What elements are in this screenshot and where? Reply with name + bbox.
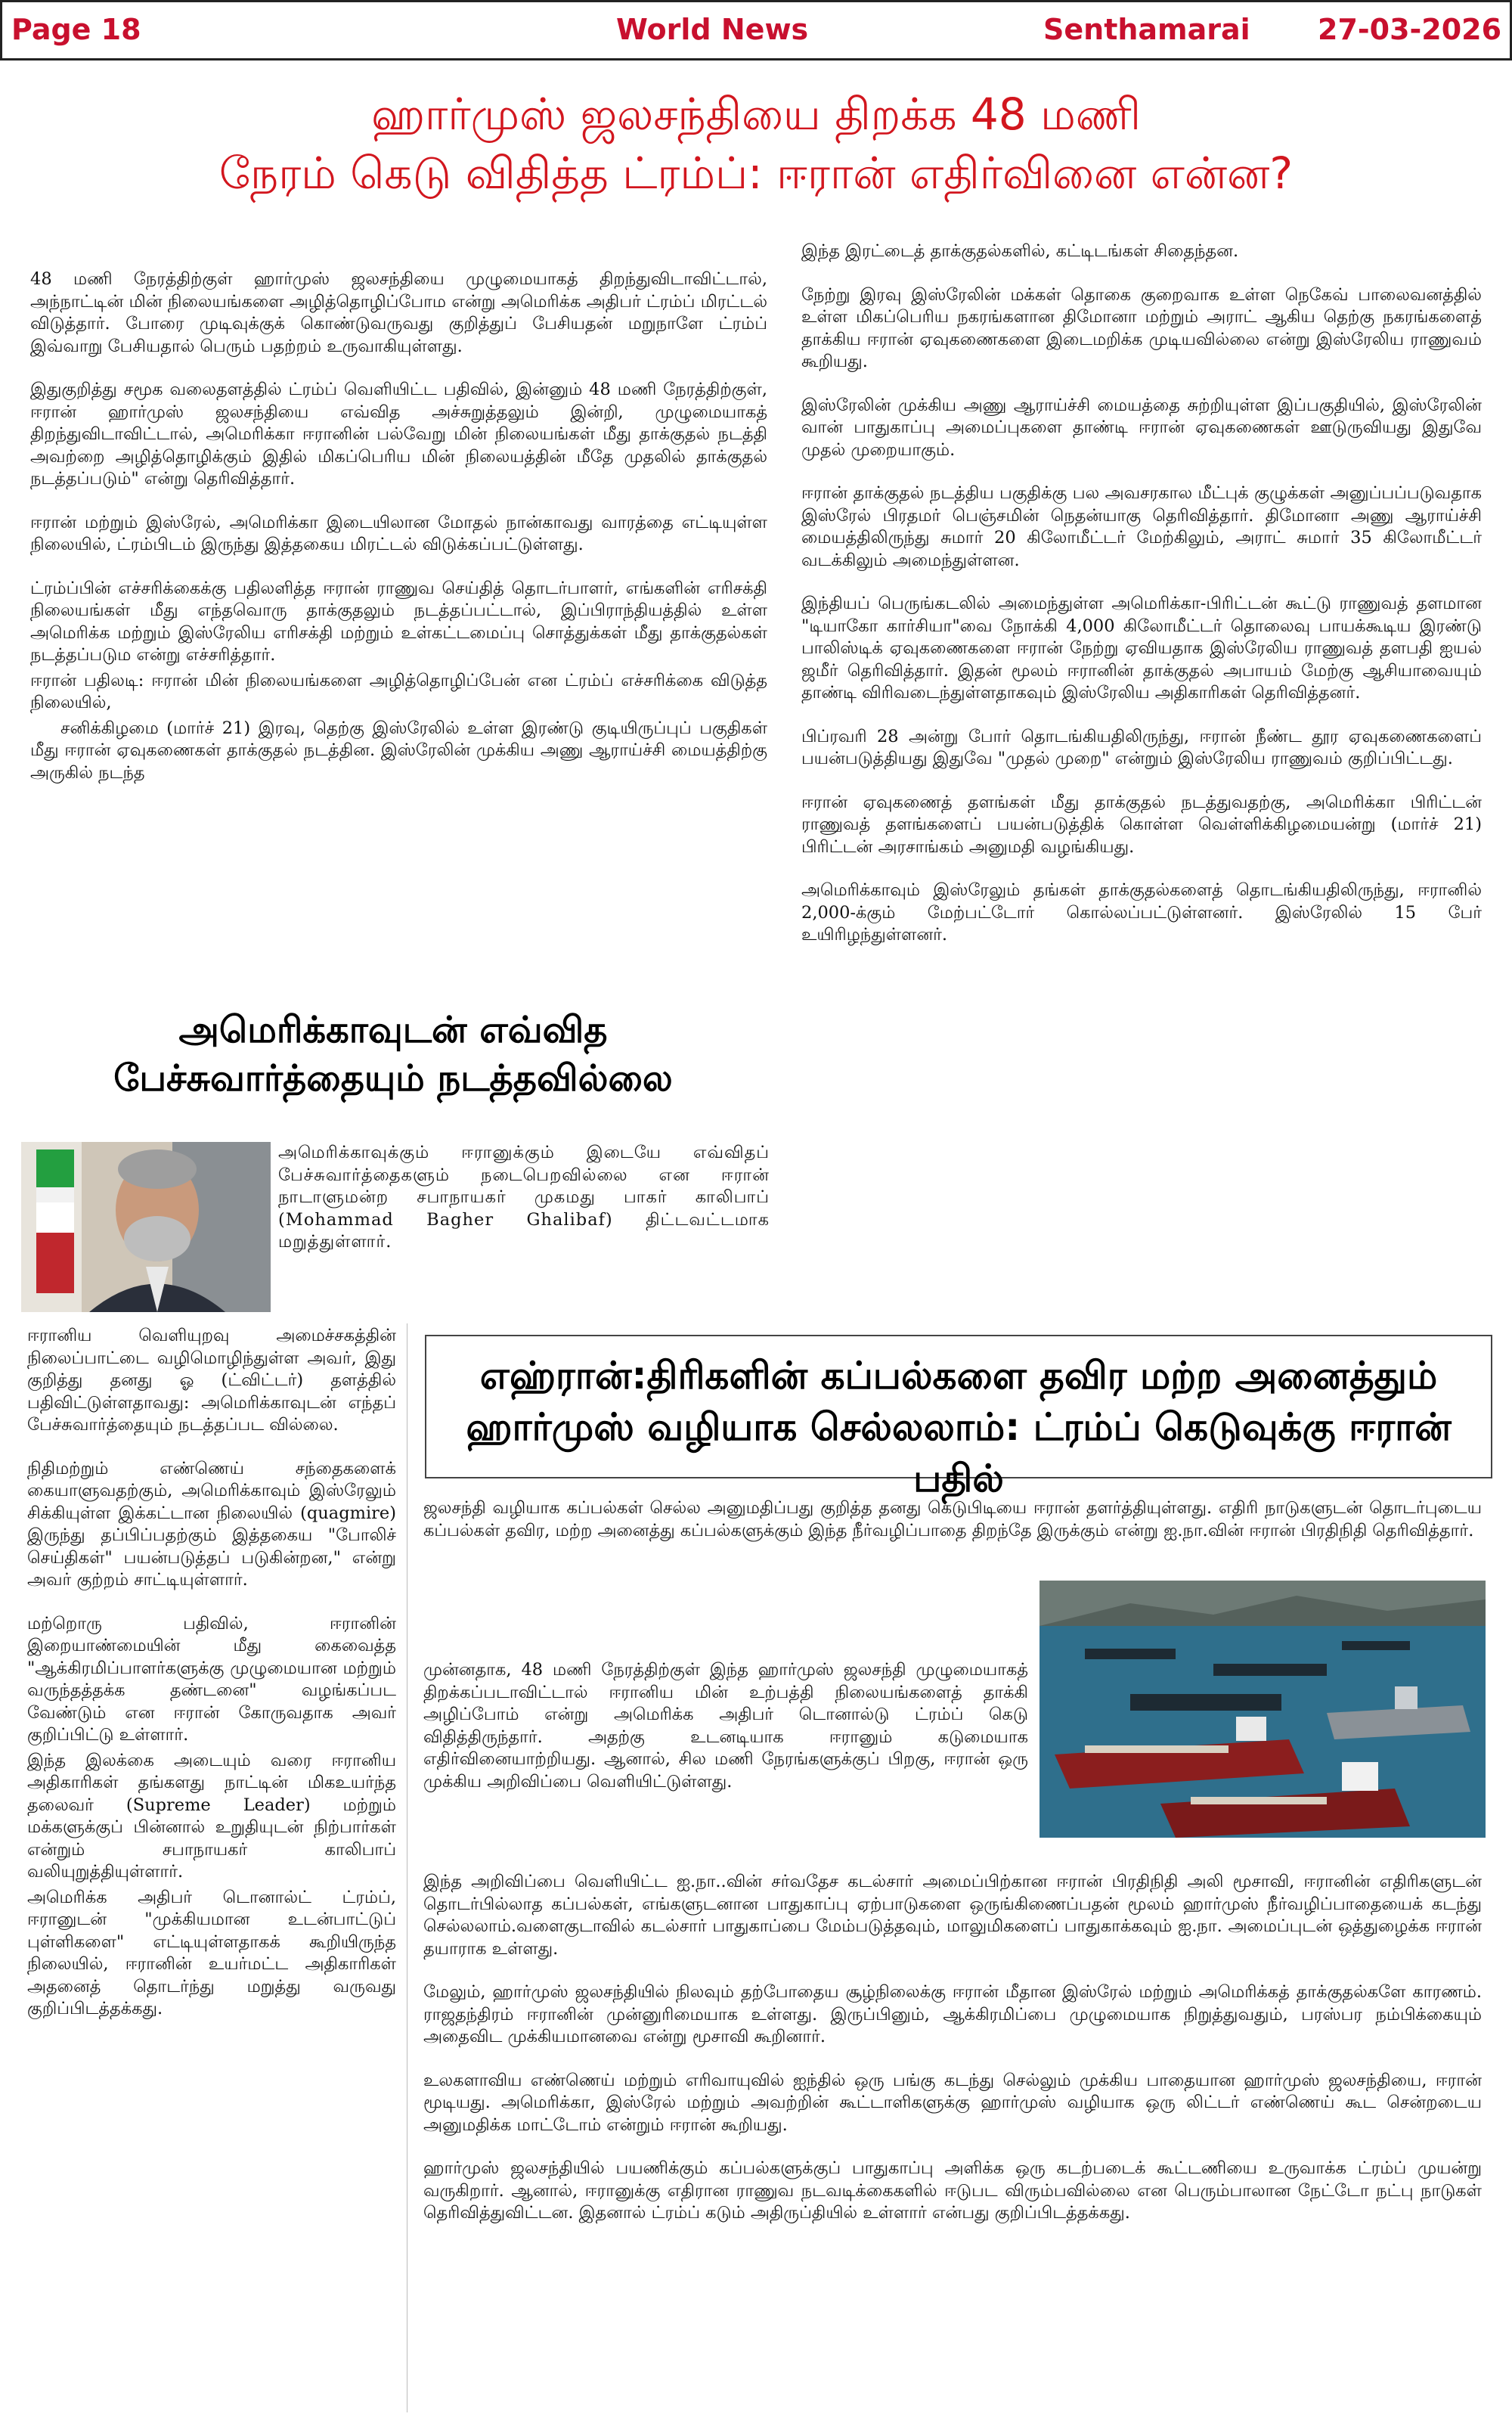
article3-paragraph: இந்த அறிவிப்பை வெளியிட்ட ஐ.நா..வின் சர்வதேச கடல்சார் அமைப்பிற்கான ஈரான் பிரதிநிதி அலி மூசாவி, ஈரானின் எதிரிகளுடன் தொடர்பில்லாத கப்பல்கள், எங்களுடனான பாதுகாப்பு ஏற்பாடுகளை ஒருங்கிணைப்பதன் மூலம் ஹார்முஸ் நீர்வழிப்பாதையைக் கடந்து செல்லலாம்.வளைகுடாவில் கடல்சார் பாதுகாப்பை மேம்படுத்தவும், மாலுமிகளைப் பாதுகாக்கவும் ஐ.நா. அமைப்புடன் ஒத்துழைக்க ஈரான் தயாராக உள்ளது.	[423, 1872, 1482, 1959]
article1-paragraph: இந்தியப் பெருங்கடலில் அமைந்துள்ள அமெரிக்கா-பிரிட்டன் கூட்டு ராணுவத் தளமான "டியாகோ கார்சியா"வை நோக்கி 4,000 கிலோமீட்டர் தொலைவு பாயக்கூடிய இரண்டு பாலிஸ்டிக் ஏவுகணைகளை ஈரான் நேற்று ஏவியதாக இஸ்ரேலிய ராணுவத் தளபதி ஐயல் ஜமீர் தெரிவித்தார். இதன் மூலம் ஈரானின் தாக்குதல் அபாயம் மேற்கு ஆசியாவையும் தாண்டி விரிவடைந்துள்ளதாகவும் இஸ்ரேலிய அதிகாரிகள் தெரிவித்தனர்.	[801, 594, 1482, 703]
ships-photo	[1040, 1581, 1486, 1838]
issue-date: 27-03-2026	[1318, 13, 1502, 46]
article2-headline-line2: பேச்சுவார்த்தையும் நடத்தவில்லை	[113, 1057, 673, 1100]
article1-paragraph: ட்ரம்ப்பின் எச்சரிக்கைக்கு பதிலளித்த ஈரான் ராணுவ செய்தித் தொடர்பாளர், எங்களின் எரிசக்தி நிலையங்கள் மீது எந்தவொரு தாக்குதலும் நடத்தப்பட்டால், இப்பிராந்தியத்தில் உள்ள அமெரிக்க மற்றும் இஸ்ரேலிய எரிசக்தி மற்றும் உள்கட்டமைப்பு சொத்துக்கள் மீது தாக்குதல்கள் நடத்தப்படும என்று எச்சரித்தார்.	[30, 578, 767, 665]
article1-paragraph: ஈரான் பதிலடி: ஈரான் மின் நிலையங்களை அழித்தொழிப்பேன் என ட்ரம்ப் எச்சரிக்கை விடுத்த நிலையில்,	[30, 670, 767, 712]
page-header	[0, 0, 1512, 60]
article1-paragraph: இஸ்ரேலின் முக்கிய அணு ஆராய்ச்சி மையத்தை சுற்றியுள்ள இப்பகுதியில், இஸ்ரேலின் வான் பாதுகாப்பு அமைப்புகளை தாண்டி ஈரான் ஏவுகணைகள் ஊடுருவியது இதுவே முதல் முறையாகும்.	[801, 395, 1482, 460]
article2-paragraph: மற்றொரு பதிவில், ஈரானின் இறையாண்மையின் மீது கைவைத்த "ஆக்கிரமிப்பாளர்களுக்கு முழுமையான மற்றும் வருந்தத்தக்க தண்டனை" வழங்கப்பட வேண்டும் என ஈரான் கோருவதாக அவர் குறிப்பிட்டு உள்ளார்.	[27, 1613, 396, 1745]
ships-illustration	[1040, 1581, 1486, 1838]
article3-beside-photo	[423, 1659, 1028, 1814]
photo-caption-text: அமெரிக்காவுக்கும் ஈரானுக்கும் இடையே எவ்விதப் பேச்சுவார்த்தைகளும் நடைபெறவில்லை என ஈரான் நாடாளுமன்ற சபாநாயகர் முகமது பாகர் காலிபாப் (Mohammad Bagher Ghalibaf) திட்டவட்டமாக மறுத்துள்ளார்.	[278, 1143, 770, 1252]
article1-paragraph: இதுகுறித்து சமூக வலைதளத்தில் ட்ரம்ப் வெளியிட்ட பதிவில், இன்னும் 48 மணி நேரத்திற்குள், ஈரான் ஹார்முஸ் ஜலசந்தியை எவ்வித அச்சுறுத்தலும் இன்றி, முழுமையாகத் திறந்துவிடாவிட்டால், அமெரிக்கா ஈரானின் பல்வேறு மின் நிலையங்கள் மீது தாக்குதல் நடத்தி அவற்றை அழித்தொழிக்கும் இதில் மிகப்பெரிய மின் நிலையத்தின் மீதே முதலில் தாக்குதல் நடத்தப்படும்" என்று தெரிவித்தார்.	[30, 380, 767, 489]
article3-paragraph: ஹார்முஸ் ஜலசந்தியில் பயணிக்கும் கப்பல்களுக்குப் பாதுகாப்பு அளிக்க ஒரு கடற்படைக் கூட்டணியை உருவாக்க ட்ரம்ப் முயன்று வருகிறார். ஆனால், ஈரானுக்கு எதிரான ராணுவ நடவடிக்கைகளில் ஈடுபட விரும்பவில்லை என பெரும்பாலான நேட்டோ நட்பு நாடுகள் தெரிவித்துவிட்டன. இதனால் ட்ரம்ப் கடும் அதிருப்தியில் உள்ளார் என்பது குறிப்பிடத்தக்கது.	[423, 2158, 1482, 2223]
article3-paragraph: முன்னதாக, 48 மணி நேரத்திற்குள் இந்த ஹார்முஸ் ஜலசந்தி முழுமையாகத் திறக்கப்படாவிட்டால் ஈரானிய மின் உற்பத்தி நிலையங்களைத் தாக்கி அழிப்போம் என்று அமெரிக்க அதிபர் டொனால்டு ட்ரம்ப் கெடு விதித்திருந்தார். அதற்கு உடனடியாக ஈரானும் கடுமையாக எதிர்வினையாற்றியது. ஆனால், சில மணி நேரங்களுக்குப் பிறகு, ஈரான் ஒரு முக்கிய அறிவிப்பை வெளியிட்டுள்ளது.	[423, 1660, 1028, 1792]
article3-headline-line2: ஹார்முஸ் வழியாக செல்லலாம்: ட்ரம்ப் கெடுவுக்கு ஈரான் பதில்	[466, 1405, 1452, 1500]
newspaper-name: Senthamarai	[1043, 13, 1250, 46]
article3-headline-box	[425, 1335, 1492, 1500]
article2-paragraph: இந்த இலக்கை அடையும் வரை ஈரானிய அதிகாரிகள் தங்களது நாட்டின் மிகஉயர்ந்த தலைவர் (Supreme Leader) மற்றும் மக்களுக்குப் பின்னால் உறுதியுடன் நிற்பார்கள் என்றும் சபாநாயகர் காலிபாப் வலியுறுத்தியுள்ளார்.	[27, 1750, 396, 1882]
article2-column	[27, 1325, 396, 2042]
article2-headline-line1: அமெரிக்காவுடன் எவ்வித	[178, 1009, 608, 1051]
article1-right-column	[801, 240, 1482, 968]
article1-paragraph: பிப்ரவரி 28 அன்று போர் தொடங்கியதிலிருந்து, ஈரான் நீண்ட தூர ஏவுகணைகளைப் பயன்படுத்தியது இதுவே "முதல் முறை" என்றும் இஸ்ரேலிய ராணுவம் குறிப்பிட்டது.	[801, 726, 1482, 768]
article1-paragraph: ஈரான் ஏவுகணைத் தளங்கள் மீது தாக்குதல் நடத்துவதற்கு, அமெரிக்கா பிரிட்டன் ராணுவத் தளங்களைப் பயன்படுத்திக் கொள்ள வெள்ளிக்கிழமையன்று (மார்ச் 21) பிரிட்டன் அரசாங்கம் அனுமதி வழங்கியது.	[801, 792, 1482, 857]
article1-paragraph: சனிக்கிழமை (மார்ச் 21) இரவு, தெற்கு இஸ்ரேலில் உள்ள இரண்டு குடியிருப்புப் பகுதிகள் மீது ஈரான் ஏவுகணைகள் தாக்குதல் நடத்தின. இஸ்ரேலின் முக்கிய அணு ஆராய்ச்சி மையத்திற்கு அருகில் நடந்த	[30, 718, 767, 783]
article1-paragraph: ஈரான் மற்றும் இஸ்ரேல், அமெரிக்கா இடையிலான மோதல் நான்காவது வாரத்தை எட்டியுள்ள நிலையில், ட்ரம்பிடம் இருந்து இத்தகைய மிரட்டல் விடுக்கப்பட்டுள்ளது.	[30, 512, 767, 554]
photo-caption	[278, 1142, 770, 1275]
page-number: Page 18	[11, 13, 141, 46]
article1-paragraph: அமெரிக்காவும் இஸ்ரேலும் தங்கள் தாக்குதல்களைத் தொடங்கியதிலிருந்து, ஈரானில் 2,000-க்கும் மேற்பட்டோர் கொல்லப்பட்டுள்ளனர். இஸ்ரேலில் 15 பேர் உயிரிழந்துள்ளனர்.	[801, 880, 1482, 945]
article3-paragraph: மேலும், ஹார்முஸ் ஜலசந்தியில் நிலவும் தற்போதைய சூழ்நிலைக்கு ஈரான் மீதான இஸ்ரேல் மற்றும் அமெரிக்கத் தாக்குதல்களே காரணம். ராஜதந்திரம் ஈரானின் முன்னுரிமையாக உள்ளது. இருப்பினும், ஆக்கிரமிப்பை முழுமையாக நிறுத்துவதும், பரஸ்பர நம்பிக்கையும் அதைவிட முக்கியமானவை என்று மூசாவி கூறினார்.	[423, 1982, 1482, 2046]
ghalibaf-photo	[21, 1142, 271, 1312]
article2-paragraph: ஈரானிய வெளியுறவு அமைச்சகத்தின் நிலைப்பாட்டை வழிமொழிந்துள்ள அவர், இது குறித்து தனது ஓ (ட்விட்டர்) தளத்தில் பதிவிட்டுள்ளதாவது: அமெரிக்காவுடன் எந்தப் பேச்சுவார்த்தையும் நடத்தப்பட வில்லை.	[27, 1326, 396, 1435]
article2-headline	[15, 1006, 771, 1103]
section-name: World News	[616, 13, 809, 46]
article3-paragraph: ஜலசந்தி வழியாக கப்பல்கள் செல்ல அனுமதிப்பது குறித்த தனது கெடுபிடியை ஈரான் தளர்த்தியுள்ளது. எதிரி நாடுகளுடன் தொடர்புடைய கப்பல்கள் தவிர, மற்ற அனைத்து கப்பல்களுக்கும் இந்த நீர்வழிப்பாதை திறந்தே இருக்கும் என்று ஐ.நா.வின் ஈரான் பிரதிநிதி தெரிவித்தார்.	[423, 1498, 1482, 1540]
article3-paragraph: உலகளாவிய எண்ணெய் மற்றும் எரிவாயுவில் ஐந்தில் ஒரு பங்கு கடந்து செல்லும் முக்கிய பாதையான ஹார்முஸ் ஜலசந்தியை, ஈரான் மூடியது. அமெரிக்கா, இஸ்ரேல் மற்றும் அவற்றின் கூட்டாளிகளுக்கு ஹார்முஸ் வழியாக ஒரு லிட்டர் எண்ணெய் கூட சென்றடைய அனுமதிக்க மாட்டோம் என்றும் ஈரான் கூறியது.	[423, 2070, 1482, 2135]
article1-headline-line2: நேரம் கெடு விதித்த ட்ரம்ப்: ஈரான் எதிர்வினை என்ன?	[218, 147, 1294, 199]
article1-headline-line1: ஹார்முஸ் ஜலசந்தியை திறக்க 48 மணி	[370, 88, 1142, 140]
article1-paragraph: 48 மணி நேரத்திற்குள் ஹார்முஸ் ஜலசந்தியை முழுமையாகத் திறந்துவிடாவிட்டால், அந்நாட்டின் மின் நிலையங்களை அழித்தொழிப்போம என்று அமெரிக்க அதிபர் ட்ரம்ப் மிரட்டல் விடுத்தார். போரை முடிவுக்குக் கொண்டுவருவது குறித்துப் பேசியதன் மறுநாளே ட்ரம்ப் இவ்வாறு பேசியதால் பெரும் பதற்றம் உருவாகியுள்ளது.	[30, 269, 767, 356]
portrait-illustration	[21, 1142, 271, 1312]
article2-paragraph: அமெரிக்க அதிபர் டொனால்ட் ட்ரம்ப், ஈரானுடன் "முக்கியமான உடன்பாட்டுப் புள்ளிகளை" எட்டியுள்ளதாகக் கூறியிருந்த நிலையில், ஈரானின் உயர்மட்ட அதிகாரிகள் அதனைத் தொடர்ந்து மறுத்து வருவது குறிப்பிடத்தக்கது.	[27, 1887, 396, 2018]
article1-paragraph: இந்த இரட்டைத் தாக்குதல்களில், கட்டிடங்கள் சிதைந்தன.	[801, 241, 1239, 261]
article1-left-column	[30, 268, 767, 805]
article1-paragraph: நேற்று இரவு இஸ்ரேலின் மக்கள் தொகை குறைவாக உள்ள நெகேவ் பாலைவனத்தில் உள்ள மிகப்பெரிய நகரங்களான திமோனா மற்றும் அராட் ஆகிய தெற்கு நகரங்களைத் தாக்கிய ஈரான் ஏவுகணைகளை இடைமறிக்க முடியவில்லை என்று இஸ்ரேலிய ராணுவம் கூறியது.	[801, 284, 1482, 371]
article3-headline-line1: எஹ்ரான்:திரிகளின் கப்பல்களை தவிர மற்ற அனைத்தும்	[479, 1354, 1438, 1398]
article3-full-width	[423, 1871, 1482, 2246]
article2-paragraph: நிதிமற்றும் எண்ணெய் சந்தைகளைக் கையாளுவதற்கும், அமெரிக்காவும் இஸ்ரேலும் சிக்கியுள்ள இக்கட்டான நிலையில் (quagmire) இருந்து தப்பிப்பதற்கும் இத்தகைய "போலிச் செய்திகள்" பயன்படுத்தப் படுகின்றன," என்று அவர் குற்றம் சாட்டியுள்ளார்.	[27, 1458, 396, 1590]
article3-intro	[423, 1497, 1482, 1563]
article1-paragraph: ஈரான் தாக்குதல் நடத்திய பகுதிக்கு பல அவசரகால மீட்புக் குழுக்கள் அனுப்பப்படுவதாக இஸ்ரேல் பிரதமர் பெஞ்சமின் நெதன்யாகு தெரிவித்தார். திமோனா அணு ஆராய்ச்சி மையத்திலிருந்து சுமார் 20 கிலோமீட்டர் மேற்கிலும், அராட் சுமார் 35 கிலோமீட்டர் வடக்கிலும் அமைந்துள்ளன.	[801, 483, 1482, 570]
article1-headline	[30, 85, 1482, 203]
